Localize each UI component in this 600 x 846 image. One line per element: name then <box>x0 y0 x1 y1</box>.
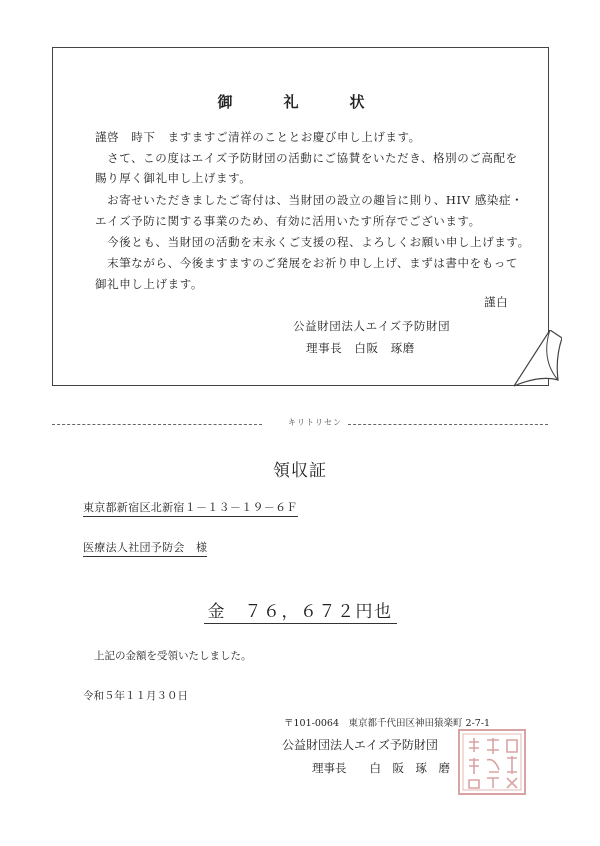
issuer-signer: 理事長 白 阪 琢 磨 <box>312 761 450 775</box>
letter-line: お寄せいただきましたご寄付は、当財団の設立の趣旨に則り、HIV 感染症・ <box>95 193 524 207</box>
letter-line: 謹啓 時下 ますますご清祥のこととお慶び申し上げます。 <box>95 130 421 144</box>
seal-stamp-icon <box>457 728 527 796</box>
cut-label: キリトリセン <box>288 418 342 427</box>
letter-title: 御 礼 状 <box>217 93 383 111</box>
letter-closing: 謹白 <box>484 295 509 309</box>
letter-org: 公益財団法人エイズ予防財団 <box>293 319 451 333</box>
letter-line: 今後とも、当財団の活動を末永くご支援の程、よろしくお願い申し上げます。 <box>95 235 530 249</box>
letter-line: 末筆ながら、今後ますますのご発展をお祈り申し上げ、まずは書中をもって <box>95 256 519 270</box>
issuer-address: 〒101-0064 東京都千代田区神田猿楽町 2-7-1 <box>284 718 491 729</box>
receipt-amount <box>0 597 600 622</box>
cut-line-left <box>52 424 262 425</box>
letter-line: 御礼申し上げます。 <box>95 277 203 291</box>
receipt-title: 領収証 <box>273 461 327 481</box>
recipient-name: 医療法人社団予防会 様 <box>83 539 207 557</box>
issuer-org: 公益財団法人エイズ予防財団 <box>282 738 438 752</box>
receipt-date: 令和５年１１月３０日 <box>83 690 188 702</box>
letter-line: 賜り厚く御礼申し上げます。 <box>95 171 252 185</box>
letter-line: エイズ予防に関する事業のため、有効に活用いたす所存でございます。 <box>95 214 481 228</box>
cut-line-right <box>348 424 548 425</box>
receipt-note: 上記の金額を受領いたしました。 <box>94 650 252 662</box>
letter-signer: 理事長 白阪 琢磨 <box>306 341 415 355</box>
letter-line: さて、この度はエイズ予防財団の活動にご協賛をいただき、格別のご高配を <box>95 151 518 165</box>
amount-text: 金 ７６，６７２円也 <box>204 602 397 624</box>
page-curl-icon <box>514 330 562 392</box>
recipient-address: 東京都新宿区北新宿１－１３－１９－６Ｆ <box>83 499 298 517</box>
